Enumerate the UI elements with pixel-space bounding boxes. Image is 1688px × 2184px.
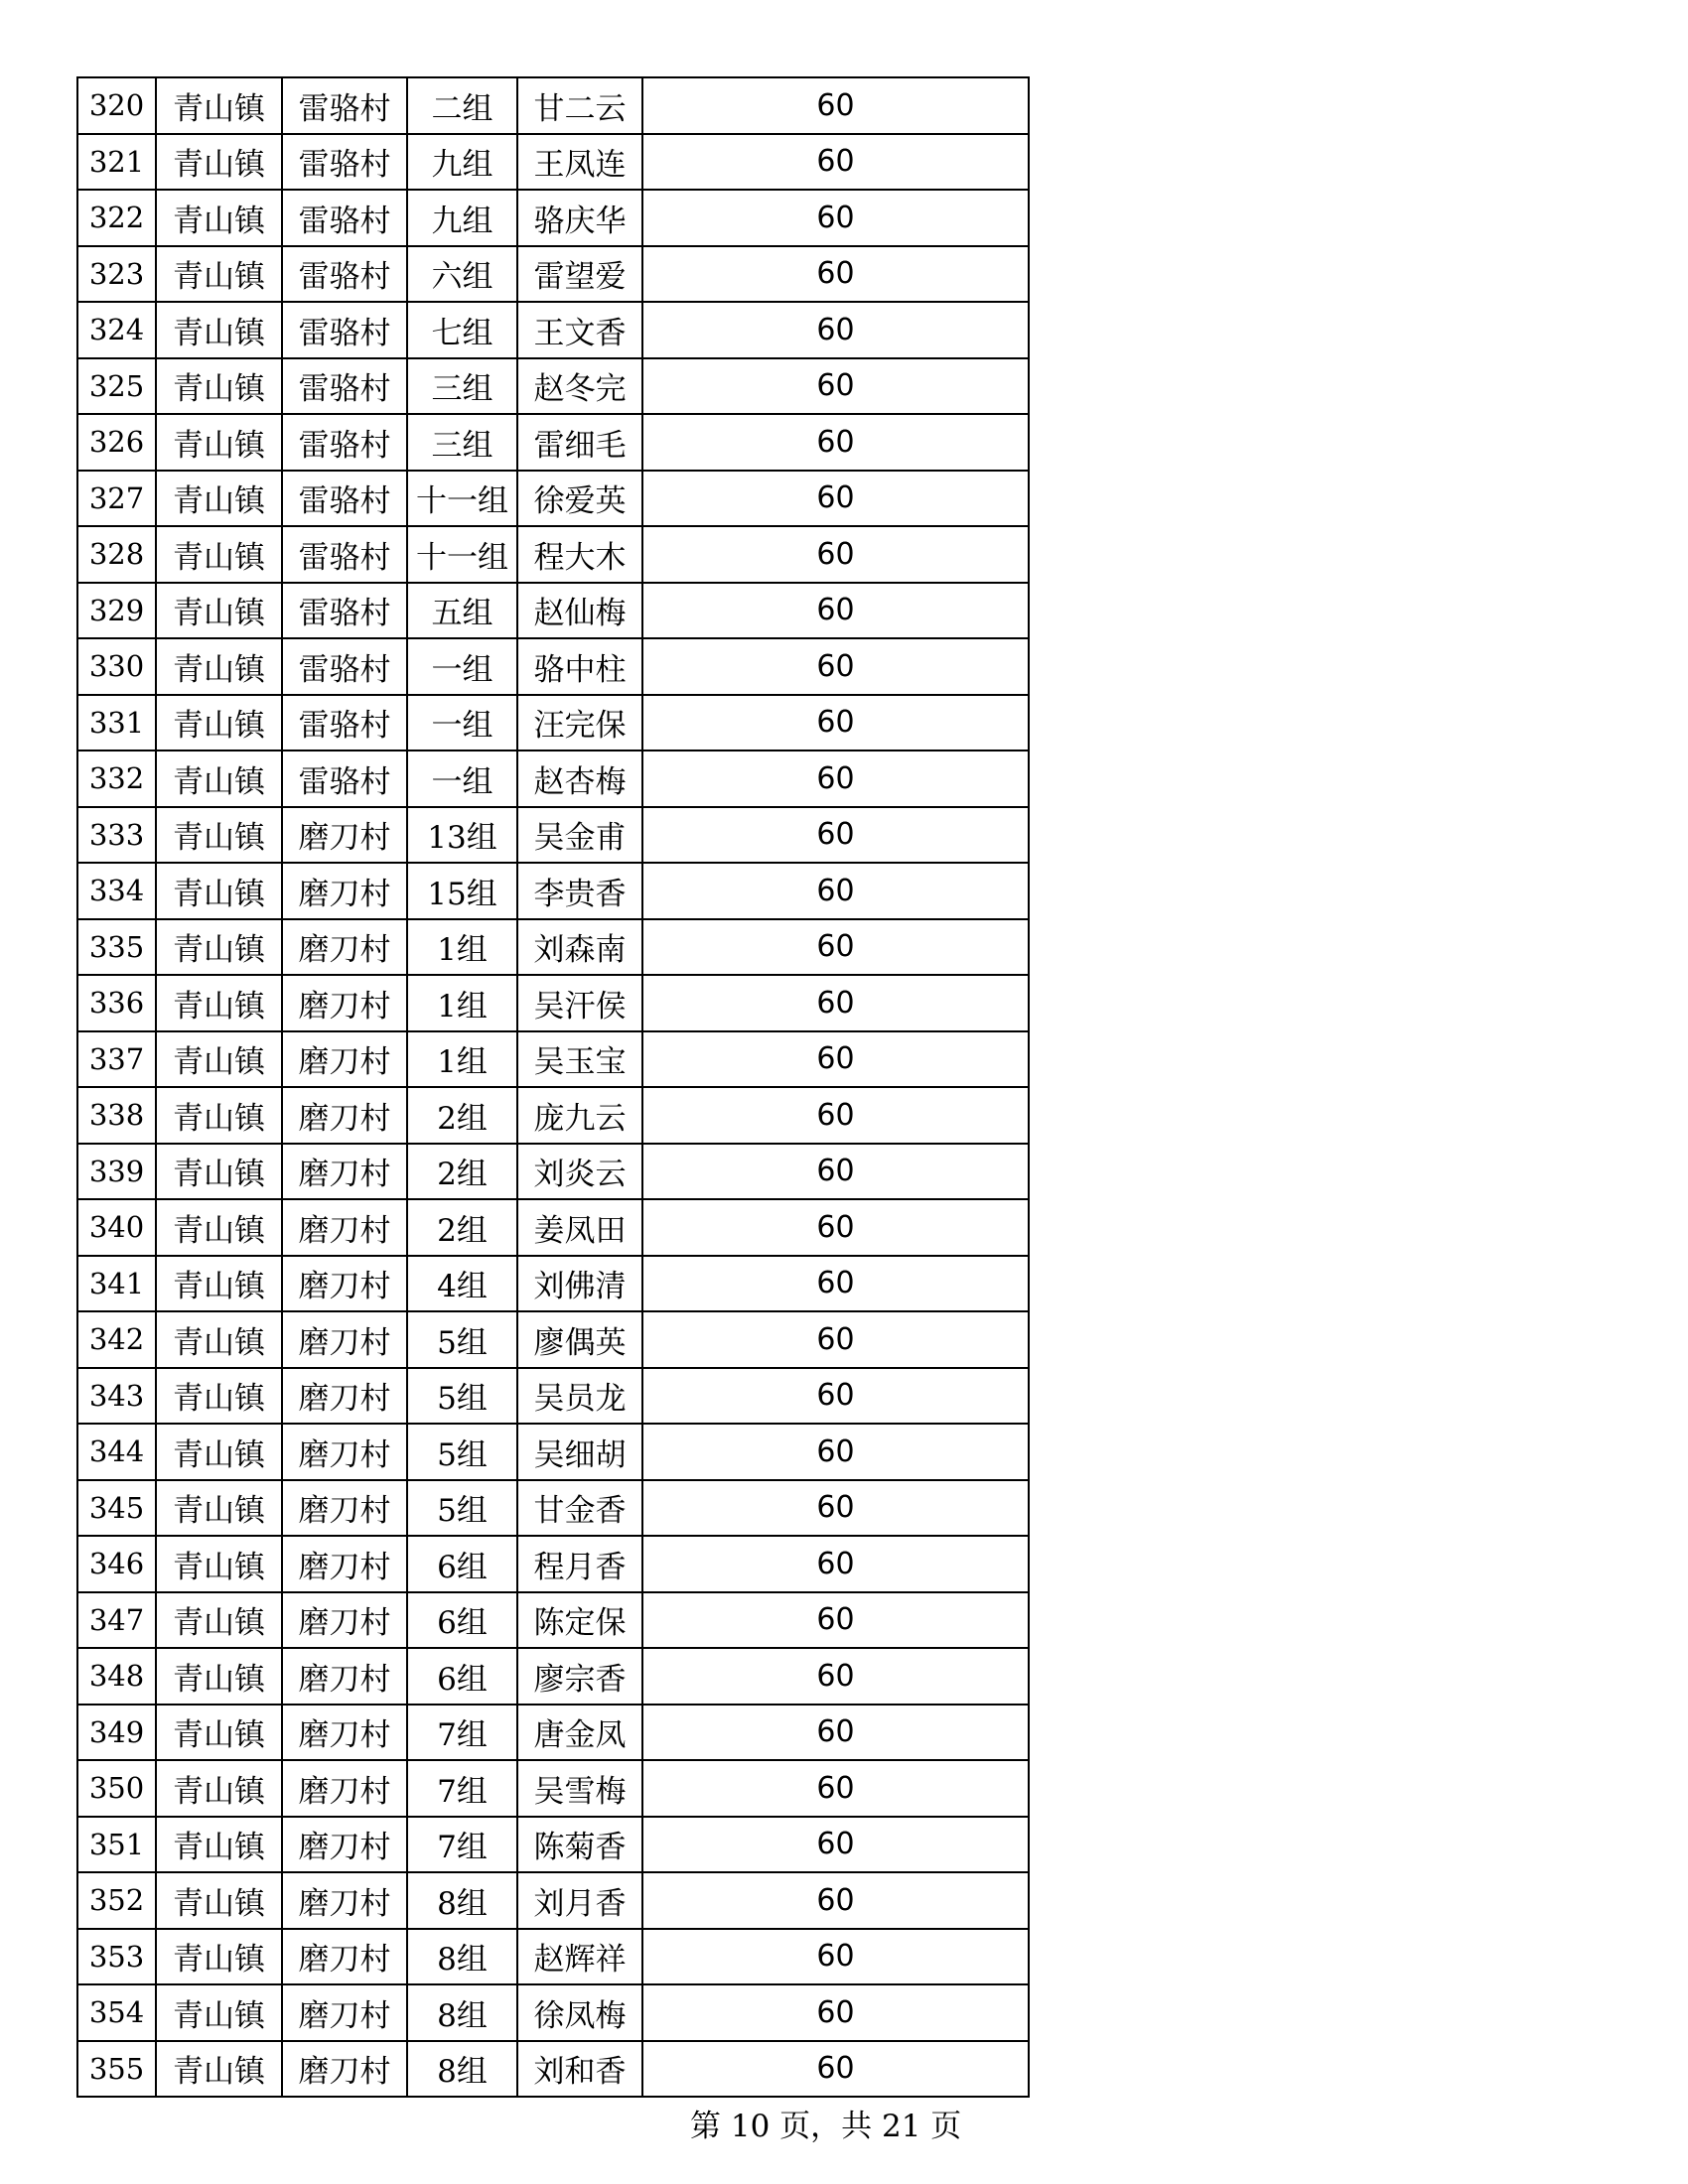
amount-cell: 60 <box>642 583 1029 639</box>
village-cell: 磨刀村 <box>282 2041 407 2098</box>
row-number-cell: 354 <box>77 1984 156 2041</box>
town-cell: 青山镇 <box>156 1705 282 1761</box>
name-cell: 廖宗香 <box>517 1648 642 1705</box>
town-cell: 青山镇 <box>156 77 282 134</box>
town-cell: 青山镇 <box>156 583 282 639</box>
town-cell: 青山镇 <box>156 695 282 751</box>
table-row <box>77 1256 1029 1312</box>
table-row <box>77 302 1029 358</box>
town-cell: 青山镇 <box>156 638 282 695</box>
name-cell: 吴员龙 <box>517 1368 642 1425</box>
name-cell: 雷望爱 <box>517 246 642 303</box>
amount-cell: 60 <box>642 695 1029 751</box>
row-number-cell: 339 <box>77 1144 156 1200</box>
table-row <box>77 1648 1029 1705</box>
village-cell: 磨刀村 <box>282 1087 407 1144</box>
town-cell: 青山镇 <box>156 1144 282 1200</box>
row-number-cell: 337 <box>77 1031 156 1088</box>
group-cell: 2组 <box>407 1144 517 1200</box>
name-cell: 廖偶英 <box>517 1311 642 1368</box>
village-cell: 磨刀村 <box>282 1984 407 2041</box>
group-cell: 二组 <box>407 77 517 134</box>
row-number-cell: 345 <box>77 1480 156 1537</box>
town-cell: 青山镇 <box>156 302 282 358</box>
name-cell: 姜凤田 <box>517 1199 642 1256</box>
table-row <box>77 1705 1029 1761</box>
group-cell: 十一组 <box>407 471 517 527</box>
group-cell: 九组 <box>407 134 517 191</box>
row-number-cell: 335 <box>77 919 156 976</box>
table-row <box>77 695 1029 751</box>
row-number-cell: 329 <box>77 583 156 639</box>
amount-cell: 60 <box>642 1536 1029 1592</box>
row-number-cell: 334 <box>77 863 156 919</box>
village-cell: 磨刀村 <box>282 1817 407 1873</box>
group-cell: 2组 <box>407 1087 517 1144</box>
name-cell: 赵仙梅 <box>517 583 642 639</box>
name-cell: 陈菊香 <box>517 1817 642 1873</box>
group-cell: 一组 <box>407 638 517 695</box>
village-cell: 磨刀村 <box>282 1480 407 1537</box>
town-cell: 青山镇 <box>156 1368 282 1425</box>
town-cell: 青山镇 <box>156 2041 282 2098</box>
table-row <box>77 190 1029 246</box>
table-row <box>77 1760 1029 1817</box>
amount-cell: 60 <box>642 77 1029 134</box>
name-cell: 李贵香 <box>517 863 642 919</box>
amount-cell: 60 <box>642 246 1029 303</box>
town-cell: 青山镇 <box>156 471 282 527</box>
name-cell: 刘炎云 <box>517 1144 642 1200</box>
group-cell: 8组 <box>407 2041 517 2098</box>
village-cell: 磨刀村 <box>282 1144 407 1200</box>
table-row <box>77 1311 1029 1368</box>
amount-cell: 60 <box>642 751 1029 807</box>
name-cell: 庞九云 <box>517 1087 642 1144</box>
amount-cell: 60 <box>642 638 1029 695</box>
group-cell: 4组 <box>407 1256 517 1312</box>
table-row <box>77 638 1029 695</box>
amount-cell: 60 <box>642 975 1029 1031</box>
table-row <box>77 1087 1029 1144</box>
row-number-cell: 342 <box>77 1311 156 1368</box>
row-number-cell: 331 <box>77 695 156 751</box>
group-cell: 15组 <box>407 863 517 919</box>
row-number-cell: 349 <box>77 1705 156 1761</box>
group-cell: 5组 <box>407 1424 517 1480</box>
village-cell: 磨刀村 <box>282 1536 407 1592</box>
table-row <box>77 471 1029 527</box>
row-number-cell: 338 <box>77 1087 156 1144</box>
row-number-cell: 351 <box>77 1817 156 1873</box>
amount-cell: 60 <box>642 302 1029 358</box>
amount-cell: 60 <box>642 1872 1029 1929</box>
amount-cell: 60 <box>642 471 1029 527</box>
village-cell: 磨刀村 <box>282 1368 407 1425</box>
town-cell: 青山镇 <box>156 190 282 246</box>
group-cell: 6组 <box>407 1536 517 1592</box>
group-cell: 5组 <box>407 1480 517 1537</box>
name-cell: 刘和香 <box>517 2041 642 2098</box>
village-cell: 雷骆村 <box>282 751 407 807</box>
town-cell: 青山镇 <box>156 246 282 303</box>
amount-cell: 60 <box>642 526 1029 583</box>
group-cell: 1组 <box>407 975 517 1031</box>
table-row <box>77 583 1029 639</box>
town-cell: 青山镇 <box>156 1592 282 1649</box>
row-number-cell: 347 <box>77 1592 156 1649</box>
row-number-cell: 323 <box>77 246 156 303</box>
row-number-cell: 324 <box>77 302 156 358</box>
village-cell: 磨刀村 <box>282 1592 407 1649</box>
group-cell: 6组 <box>407 1648 517 1705</box>
town-cell: 青山镇 <box>156 1031 282 1088</box>
village-cell: 磨刀村 <box>282 1648 407 1705</box>
name-cell: 王凤连 <box>517 134 642 191</box>
group-cell: 九组 <box>407 190 517 246</box>
group-cell: 七组 <box>407 302 517 358</box>
amount-cell: 60 <box>642 1087 1029 1144</box>
village-cell: 磨刀村 <box>282 1872 407 1929</box>
town-cell: 青山镇 <box>156 1480 282 1537</box>
village-cell: 磨刀村 <box>282 1256 407 1312</box>
village-cell: 磨刀村 <box>282 863 407 919</box>
amount-cell: 60 <box>642 1760 1029 1817</box>
town-cell: 青山镇 <box>156 1256 282 1312</box>
row-number-cell: 348 <box>77 1648 156 1705</box>
name-cell: 雷细毛 <box>517 414 642 471</box>
page-number-footer: 第 10 页，共 21 页 <box>690 2109 962 2144</box>
group-cell: 一组 <box>407 751 517 807</box>
town-cell: 青山镇 <box>156 751 282 807</box>
group-cell: 一组 <box>407 695 517 751</box>
amount-cell: 60 <box>642 1984 1029 2041</box>
village-cell: 雷骆村 <box>282 695 407 751</box>
village-cell: 磨刀村 <box>282 1031 407 1088</box>
town-cell: 青山镇 <box>156 1929 282 1985</box>
name-cell: 汪完保 <box>517 695 642 751</box>
name-cell: 甘金香 <box>517 1480 642 1537</box>
village-cell: 磨刀村 <box>282 919 407 976</box>
table-row <box>77 414 1029 471</box>
name-cell: 甘二云 <box>517 77 642 134</box>
village-cell: 雷骆村 <box>282 526 407 583</box>
amount-cell: 60 <box>642 358 1029 415</box>
name-cell: 吴金甫 <box>517 807 642 864</box>
name-cell: 吴细胡 <box>517 1424 642 1480</box>
table-row <box>77 1592 1029 1649</box>
row-number-cell: 325 <box>77 358 156 415</box>
group-cell: 7组 <box>407 1817 517 1873</box>
village-cell: 雷骆村 <box>282 190 407 246</box>
village-cell: 磨刀村 <box>282 1199 407 1256</box>
amount-cell: 60 <box>642 1480 1029 1537</box>
row-number-cell: 353 <box>77 1929 156 1985</box>
table-row <box>77 1424 1029 1480</box>
row-number-cell: 340 <box>77 1199 156 1256</box>
group-cell: 5组 <box>407 1368 517 1425</box>
amount-cell: 60 <box>642 1368 1029 1425</box>
town-cell: 青山镇 <box>156 1648 282 1705</box>
group-cell: 2组 <box>407 1199 517 1256</box>
row-number-cell: 346 <box>77 1536 156 1592</box>
name-cell: 赵辉祥 <box>517 1929 642 1985</box>
amount-cell: 60 <box>642 1648 1029 1705</box>
row-number-cell: 328 <box>77 526 156 583</box>
village-cell: 雷骆村 <box>282 134 407 191</box>
table-row <box>77 1929 1029 1985</box>
table-row <box>77 1480 1029 1537</box>
name-cell: 吴汗侯 <box>517 975 642 1031</box>
table-row <box>77 77 1029 134</box>
row-number-cell: 350 <box>77 1760 156 1817</box>
group-cell: 六组 <box>407 246 517 303</box>
town-cell: 青山镇 <box>156 1872 282 1929</box>
amount-cell: 60 <box>642 1424 1029 1480</box>
table-row <box>77 807 1029 864</box>
town-cell: 青山镇 <box>156 358 282 415</box>
table-row <box>77 975 1029 1031</box>
row-number-cell: 344 <box>77 1424 156 1480</box>
table-row <box>77 134 1029 191</box>
table-row <box>77 863 1029 919</box>
amount-cell: 60 <box>642 1031 1029 1088</box>
table-body <box>77 77 1029 2097</box>
table-row <box>77 1144 1029 1200</box>
group-cell: 8组 <box>407 1872 517 1929</box>
village-cell: 磨刀村 <box>282 807 407 864</box>
group-cell: 三组 <box>407 414 517 471</box>
row-number-cell: 321 <box>77 134 156 191</box>
row-number-cell: 330 <box>77 638 156 695</box>
name-cell: 吴玉宝 <box>517 1031 642 1088</box>
name-cell: 唐金凤 <box>517 1705 642 1761</box>
name-cell: 程大木 <box>517 526 642 583</box>
amount-cell: 60 <box>642 1592 1029 1649</box>
group-cell: 6组 <box>407 1592 517 1649</box>
village-cell: 磨刀村 <box>282 975 407 1031</box>
row-number-cell: 343 <box>77 1368 156 1425</box>
group-cell: 7组 <box>407 1760 517 1817</box>
village-cell: 磨刀村 <box>282 1311 407 1368</box>
row-number-cell: 336 <box>77 975 156 1031</box>
town-cell: 青山镇 <box>156 1087 282 1144</box>
group-cell: 十一组 <box>407 526 517 583</box>
row-number-cell: 322 <box>77 190 156 246</box>
village-cell: 磨刀村 <box>282 1760 407 1817</box>
table-row <box>77 1199 1029 1256</box>
amount-cell: 60 <box>642 1199 1029 1256</box>
name-cell: 王文香 <box>517 302 642 358</box>
row-number-cell: 341 <box>77 1256 156 1312</box>
group-cell: 1组 <box>407 1031 517 1088</box>
allowance-table <box>76 76 1030 2098</box>
village-cell: 雷骆村 <box>282 414 407 471</box>
table-row <box>77 919 1029 976</box>
table-row <box>77 1817 1029 1873</box>
table-row <box>77 2041 1029 2098</box>
town-cell: 青山镇 <box>156 807 282 864</box>
row-number-cell: 327 <box>77 471 156 527</box>
table-row <box>77 246 1029 303</box>
village-cell: 雷骆村 <box>282 638 407 695</box>
village-cell: 磨刀村 <box>282 1929 407 1985</box>
table-row <box>77 751 1029 807</box>
group-cell: 1组 <box>407 919 517 976</box>
town-cell: 青山镇 <box>156 414 282 471</box>
group-cell: 三组 <box>407 358 517 415</box>
table-row <box>77 358 1029 415</box>
village-cell: 磨刀村 <box>282 1705 407 1761</box>
group-cell: 8组 <box>407 1929 517 1985</box>
group-cell: 13组 <box>407 807 517 864</box>
name-cell: 骆中柱 <box>517 638 642 695</box>
amount-cell: 60 <box>642 1311 1029 1368</box>
town-cell: 青山镇 <box>156 1817 282 1873</box>
row-number-cell: 326 <box>77 414 156 471</box>
group-cell: 五组 <box>407 583 517 639</box>
town-cell: 青山镇 <box>156 1536 282 1592</box>
amount-cell: 60 <box>642 2041 1029 2098</box>
row-number-cell: 333 <box>77 807 156 864</box>
row-number-cell: 320 <box>77 77 156 134</box>
town-cell: 青山镇 <box>156 1311 282 1368</box>
row-number-cell: 352 <box>77 1872 156 1929</box>
amount-cell: 60 <box>642 1144 1029 1200</box>
name-cell: 徐凤梅 <box>517 1984 642 2041</box>
name-cell: 赵杏梅 <box>517 751 642 807</box>
group-cell: 7组 <box>407 1705 517 1761</box>
table-row <box>77 1031 1029 1088</box>
name-cell: 吴雪梅 <box>517 1760 642 1817</box>
village-cell: 雷骆村 <box>282 77 407 134</box>
town-cell: 青山镇 <box>156 1760 282 1817</box>
amount-cell: 60 <box>642 134 1029 191</box>
village-cell: 雷骆村 <box>282 583 407 639</box>
table-row <box>77 1872 1029 1929</box>
name-cell: 刘森南 <box>517 919 642 976</box>
table-row <box>77 1984 1029 2041</box>
village-cell: 磨刀村 <box>282 1424 407 1480</box>
village-cell: 雷骆村 <box>282 358 407 415</box>
town-cell: 青山镇 <box>156 863 282 919</box>
name-cell: 刘月香 <box>517 1872 642 1929</box>
village-cell: 雷骆村 <box>282 302 407 358</box>
group-cell: 8组 <box>407 1984 517 2041</box>
town-cell: 青山镇 <box>156 1424 282 1480</box>
amount-cell: 60 <box>642 190 1029 246</box>
name-cell: 刘佛清 <box>517 1256 642 1312</box>
name-cell: 骆庆华 <box>517 190 642 246</box>
town-cell: 青山镇 <box>156 526 282 583</box>
amount-cell: 60 <box>642 807 1029 864</box>
town-cell: 青山镇 <box>156 919 282 976</box>
amount-cell: 60 <box>642 1817 1029 1873</box>
amount-cell: 60 <box>642 863 1029 919</box>
town-cell: 青山镇 <box>156 975 282 1031</box>
name-cell: 陈定保 <box>517 1592 642 1649</box>
town-cell: 青山镇 <box>156 134 282 191</box>
town-cell: 青山镇 <box>156 1984 282 2041</box>
name-cell: 程月香 <box>517 1536 642 1592</box>
name-cell: 赵冬完 <box>517 358 642 415</box>
table-row <box>77 526 1029 583</box>
town-cell: 青山镇 <box>156 1199 282 1256</box>
group-cell: 5组 <box>407 1311 517 1368</box>
name-cell: 徐爱英 <box>517 471 642 527</box>
table-row <box>77 1536 1029 1592</box>
row-number-cell: 355 <box>77 2041 156 2098</box>
amount-cell: 60 <box>642 414 1029 471</box>
amount-cell: 60 <box>642 1256 1029 1312</box>
table-row <box>77 1368 1029 1425</box>
row-number-cell: 332 <box>77 751 156 807</box>
village-cell: 雷骆村 <box>282 471 407 527</box>
amount-cell: 60 <box>642 919 1029 976</box>
amount-cell: 60 <box>642 1929 1029 1985</box>
village-cell: 雷骆村 <box>282 246 407 303</box>
amount-cell: 60 <box>642 1705 1029 1761</box>
